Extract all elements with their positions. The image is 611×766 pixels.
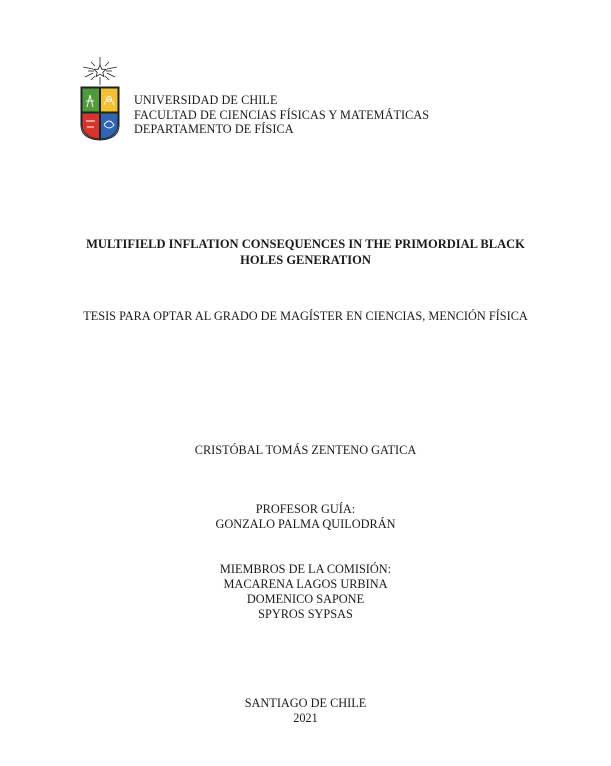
- author-name: CRISTÓBAL TOMÁS ZENTENO GATICA: [194, 443, 417, 457]
- institution-header: [134, 93, 429, 137]
- thesis-title: [0, 236, 611, 268]
- thesis-title-line-2: HOLES GENERATION: [240, 253, 371, 267]
- thesis-title-line-1: MULTIFIELD INFLATION CONSEQUENCES IN THE PRIMORDIAL BLACK: [86, 237, 525, 251]
- university-crest-logo: [79, 55, 121, 141]
- advisor-name: GONZALO PALMA QUILODRÁN: [215, 517, 396, 531]
- committee-block: [0, 562, 611, 622]
- advisor-label: PROFESOR GUÍA:: [255, 502, 356, 516]
- place-and-year: [0, 696, 611, 726]
- faculty-name: FACULTAD DE CIENCIAS FÍSICAS Y MATEMÁTICAS: [134, 107, 430, 122]
- advisor-block: [0, 502, 611, 532]
- star-emblem: [83, 57, 117, 85]
- committee-member: DOMENICO SAPONE: [246, 592, 365, 606]
- shield: [81, 87, 119, 140]
- committee-member: MACARENA LAGOS URBINA: [223, 577, 388, 591]
- department-name: DEPARTAMENTO DE FÍSICA: [134, 122, 294, 136]
- university-name: UNIVERSIDAD DE CHILE: [134, 93, 278, 107]
- year: 2021: [293, 711, 318, 725]
- committee-label: MIEMBROS DE LA COMISIÓN:: [219, 562, 392, 576]
- committee-member: SPYROS SYPSAS: [258, 607, 353, 621]
- place: SANTIAGO DE CHILE: [244, 696, 367, 710]
- thesis-purpose: TESIS PARA OPTAR AL GRADO DE MAGÍSTER EN CIENCIAS, MENCIÓN FÍSICA: [83, 309, 528, 323]
